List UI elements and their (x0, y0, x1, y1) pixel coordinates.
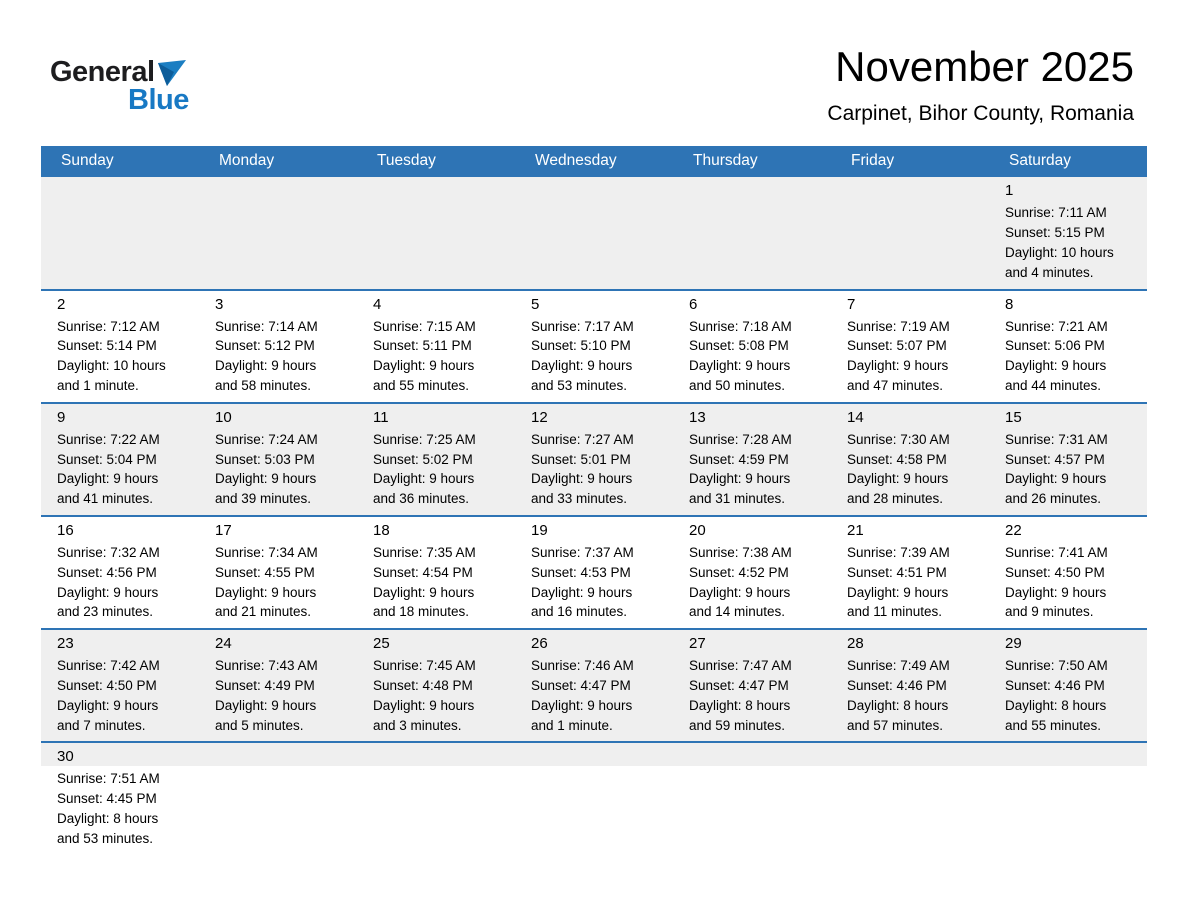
daylight-line-2: and 53 minutes. (531, 377, 628, 393)
sunrise-text: Sunrise: 7:46 AM (531, 658, 634, 674)
day-cell-3 (199, 290, 357, 403)
daylight-line-2: and 4 minutes. (1005, 264, 1094, 280)
sunset-text: Sunset: 5:02 PM (373, 451, 473, 467)
day-number: 5 (531, 295, 540, 313)
empty-day-cell (515, 742, 673, 854)
daylight-line-1: Daylight: 8 hours (57, 810, 159, 826)
weekday-thursday: Thursday (673, 146, 831, 177)
sunrise-text: Sunrise: 7:15 AM (373, 318, 476, 334)
sunset-text: Sunset: 4:46 PM (1005, 677, 1105, 693)
sunrise-text: Sunrise: 7:30 AM (847, 431, 950, 447)
daylight-line-1: Daylight: 9 hours (689, 358, 791, 374)
day-number: 14 (847, 408, 864, 426)
daylight-line-2: and 53 minutes. (57, 830, 154, 846)
sunset-text: Sunset: 5:10 PM (531, 338, 631, 354)
day-number: 29 (1005, 635, 1022, 653)
sunrise-text: Sunrise: 7:42 AM (57, 658, 160, 674)
day-cell-23 (41, 629, 199, 742)
daylight-line-2: and 18 minutes. (373, 604, 470, 620)
weekday-wednesday: Wednesday (515, 146, 673, 177)
daylight-line-1: Daylight: 9 hours (215, 471, 317, 487)
day-cell-5 (515, 290, 673, 403)
sunset-text: Sunset: 5:04 PM (57, 451, 157, 467)
empty-day-cell (199, 742, 357, 854)
day-number: 30 (57, 748, 74, 766)
day-number: 24 (215, 635, 232, 653)
sunset-text: Sunset: 4:51 PM (847, 564, 947, 580)
day-number: 1 (1005, 182, 1014, 200)
daylight-line-1: Daylight: 10 hours (1005, 244, 1114, 260)
logo-text-blue: Blue (128, 84, 189, 116)
sunset-text: Sunset: 5:08 PM (689, 338, 789, 354)
sunrise-text: Sunrise: 7:27 AM (531, 431, 634, 447)
sunrise-text: Sunrise: 7:21 AM (1005, 318, 1108, 334)
daylight-line-1: Daylight: 9 hours (531, 697, 633, 713)
weekday-header-row (41, 146, 1147, 177)
weekday-tuesday: Tuesday (357, 146, 515, 177)
day-number: 8 (1005, 295, 1014, 313)
daylight-line-2: and 58 minutes. (215, 377, 312, 393)
month-title: November 2025 (835, 43, 1134, 90)
empty-day-cell (673, 742, 831, 854)
general-blue-logo (50, 42, 189, 115)
day-cell-10 (199, 403, 357, 516)
page-header (0, 0, 1188, 126)
sunset-text: Sunset: 5:15 PM (1005, 225, 1105, 241)
day-number: 6 (689, 295, 698, 313)
day-cell-26 (515, 629, 673, 742)
sunrise-text: Sunrise: 7:50 AM (1005, 658, 1108, 674)
sunrise-text: Sunrise: 7:18 AM (689, 318, 792, 334)
day-cell-12 (515, 403, 673, 516)
day-cell-14 (831, 403, 989, 516)
sunrise-text: Sunrise: 7:41 AM (1005, 544, 1108, 560)
sunrise-text: Sunrise: 7:14 AM (215, 318, 318, 334)
sunset-text: Sunset: 4:58 PM (847, 451, 947, 467)
week-row-1 (41, 177, 1147, 289)
sunset-text: Sunset: 4:53 PM (531, 564, 631, 580)
daylight-line-2: and 9 minutes. (1005, 604, 1094, 620)
day-cell-27 (673, 629, 831, 742)
day-cell-1 (989, 177, 1147, 289)
daylight-line-1: Daylight: 9 hours (373, 471, 475, 487)
sunrise-text: Sunrise: 7:43 AM (215, 658, 318, 674)
day-cell-29 (989, 629, 1147, 742)
day-number: 4 (373, 295, 382, 313)
sunset-text: Sunset: 4:47 PM (689, 677, 789, 693)
daylight-line-2: and 36 minutes. (373, 491, 470, 507)
daylight-line-1: Daylight: 9 hours (1005, 584, 1107, 600)
daylight-line-2: and 1 minute. (57, 377, 139, 393)
sunset-text: Sunset: 5:06 PM (1005, 338, 1105, 354)
daylight-line-2: and 39 minutes. (215, 491, 312, 507)
daylight-line-2: and 28 minutes. (847, 491, 944, 507)
empty-day-cell (515, 177, 673, 289)
day-number: 21 (847, 521, 864, 539)
day-number: 25 (373, 635, 390, 653)
sunset-text: Sunset: 5:14 PM (57, 338, 157, 354)
day-cell-17 (199, 516, 357, 629)
empty-day-cell (831, 177, 989, 289)
day-cell-24 (199, 629, 357, 742)
sunrise-text: Sunrise: 7:28 AM (689, 431, 792, 447)
sunrise-text: Sunrise: 7:12 AM (57, 318, 160, 334)
daylight-line-1: Daylight: 9 hours (57, 471, 159, 487)
sunset-text: Sunset: 4:54 PM (373, 564, 473, 580)
day-number: 13 (689, 408, 706, 426)
day-cell-2 (41, 290, 199, 403)
day-cell-25 (357, 629, 515, 742)
day-number: 11 (373, 408, 389, 426)
week-row-6 (41, 742, 1147, 854)
sunrise-text: Sunrise: 7:38 AM (689, 544, 792, 560)
daylight-line-1: Daylight: 8 hours (689, 697, 791, 713)
daylight-line-2: and 5 minutes. (215, 717, 304, 733)
day-cell-15 (989, 403, 1147, 516)
daylight-line-1: Daylight: 9 hours (689, 471, 791, 487)
location-subtitle: Carpinet, Bihor County, Romania (827, 102, 1134, 126)
daylight-line-1: Daylight: 9 hours (373, 358, 475, 374)
daylight-line-1: Daylight: 9 hours (373, 697, 475, 713)
daylight-line-1: Daylight: 9 hours (531, 584, 633, 600)
empty-day-cell (673, 177, 831, 289)
sunrise-text: Sunrise: 7:45 AM (373, 658, 476, 674)
day-number: 3 (215, 295, 224, 313)
daylight-line-1: Daylight: 9 hours (57, 584, 159, 600)
daylight-line-2: and 55 minutes. (1005, 717, 1102, 733)
daylight-line-1: Daylight: 9 hours (531, 471, 633, 487)
daylight-line-2: and 50 minutes. (689, 377, 786, 393)
title-block (827, 42, 1134, 126)
sunset-text: Sunset: 5:11 PM (373, 338, 472, 354)
sunrise-text: Sunrise: 7:22 AM (57, 431, 160, 447)
sunrise-text: Sunrise: 7:24 AM (215, 431, 318, 447)
sunrise-text: Sunrise: 7:51 AM (57, 771, 160, 787)
daylight-line-1: Daylight: 9 hours (57, 697, 159, 713)
daylight-line-2: and 47 minutes. (847, 377, 944, 393)
day-cell-13 (673, 403, 831, 516)
sunrise-text: Sunrise: 7:31 AM (1005, 431, 1108, 447)
sunset-text: Sunset: 4:52 PM (689, 564, 789, 580)
sunrise-text: Sunrise: 7:37 AM (531, 544, 634, 560)
sunset-text: Sunset: 4:49 PM (215, 677, 315, 693)
week-row-5 (41, 629, 1147, 742)
day-cell-28 (831, 629, 989, 742)
day-number: 9 (57, 408, 66, 426)
day-cell-18 (357, 516, 515, 629)
daylight-line-2: and 41 minutes. (57, 491, 154, 507)
sunset-text: Sunset: 4:46 PM (847, 677, 947, 693)
sunset-text: Sunset: 4:50 PM (57, 677, 157, 693)
weekday-saturday: Saturday (989, 146, 1147, 177)
logo-text-general: General (50, 56, 155, 88)
daylight-line-2: and 14 minutes. (689, 604, 786, 620)
day-number: 26 (531, 635, 548, 653)
sunset-text: Sunset: 4:59 PM (689, 451, 789, 467)
day-number: 7 (847, 295, 856, 313)
weekday-sunday: Sunday (41, 146, 199, 177)
sunset-text: Sunset: 4:50 PM (1005, 564, 1105, 580)
daylight-line-1: Daylight: 8 hours (847, 697, 949, 713)
day-cell-8 (989, 290, 1147, 403)
sunrise-text: Sunrise: 7:11 AM (1005, 205, 1107, 221)
sunset-text: Sunset: 5:01 PM (531, 451, 631, 467)
day-cell-30 (41, 742, 199, 854)
sunrise-text: Sunrise: 7:32 AM (57, 544, 160, 560)
daylight-line-2: and 3 minutes. (373, 717, 462, 733)
day-number: 20 (689, 521, 706, 539)
empty-day-cell (41, 177, 199, 289)
day-number: 17 (215, 521, 232, 539)
day-number: 19 (531, 521, 548, 539)
daylight-line-2: and 7 minutes. (57, 717, 146, 733)
week-row-3 (41, 403, 1147, 516)
daylight-line-2: and 1 minute. (531, 717, 613, 733)
sunrise-text: Sunrise: 7:47 AM (689, 658, 792, 674)
sunset-text: Sunset: 4:56 PM (57, 564, 157, 580)
daylight-line-2: and 16 minutes. (531, 604, 628, 620)
day-cell-4 (357, 290, 515, 403)
empty-day-cell (989, 742, 1147, 854)
sunrise-text: Sunrise: 7:19 AM (847, 318, 950, 334)
daylight-line-1: Daylight: 9 hours (1005, 471, 1107, 487)
daylight-line-1: Daylight: 9 hours (215, 584, 317, 600)
calendar-table (41, 146, 1147, 854)
daylight-line-2: and 55 minutes. (373, 377, 470, 393)
week-row-4 (41, 516, 1147, 629)
day-cell-9 (41, 403, 199, 516)
empty-day-cell (831, 742, 989, 854)
day-number: 16 (57, 521, 74, 539)
day-number: 27 (689, 635, 706, 653)
week-row-2 (41, 290, 1147, 403)
day-cell-21 (831, 516, 989, 629)
day-number: 15 (1005, 408, 1022, 426)
daylight-line-2: and 31 minutes. (689, 491, 786, 507)
daylight-line-2: and 26 minutes. (1005, 491, 1102, 507)
sunrise-text: Sunrise: 7:49 AM (847, 658, 950, 674)
day-number: 18 (373, 521, 390, 539)
daylight-line-1: Daylight: 9 hours (847, 584, 949, 600)
day-cell-11 (357, 403, 515, 516)
daylight-line-2: and 57 minutes. (847, 717, 944, 733)
daylight-line-1: Daylight: 10 hours (57, 358, 166, 374)
day-number: 2 (57, 295, 66, 313)
daylight-line-2: and 59 minutes. (689, 717, 786, 733)
day-number: 10 (215, 408, 232, 426)
empty-day-cell (199, 177, 357, 289)
sunset-text: Sunset: 4:57 PM (1005, 451, 1105, 467)
daylight-line-1: Daylight: 9 hours (1005, 358, 1107, 374)
sunrise-text: Sunrise: 7:39 AM (847, 544, 950, 560)
sunrise-text: Sunrise: 7:34 AM (215, 544, 318, 560)
daylight-line-2: and 44 minutes. (1005, 377, 1102, 393)
sunrise-text: Sunrise: 7:17 AM (531, 318, 634, 334)
daylight-line-1: Daylight: 9 hours (531, 358, 633, 374)
sunset-text: Sunset: 5:03 PM (215, 451, 315, 467)
sunset-text: Sunset: 5:07 PM (847, 338, 947, 354)
sunrise-text: Sunrise: 7:25 AM (373, 431, 476, 447)
empty-day-cell (357, 177, 515, 289)
daylight-line-1: Daylight: 9 hours (689, 584, 791, 600)
sunset-text: Sunset: 5:12 PM (215, 338, 315, 354)
sunset-text: Sunset: 4:48 PM (373, 677, 473, 693)
daylight-line-1: Daylight: 9 hours (847, 358, 949, 374)
day-cell-22 (989, 516, 1147, 629)
daylight-line-2: and 11 minutes. (847, 604, 943, 620)
daylight-line-1: Daylight: 9 hours (215, 358, 317, 374)
empty-day-cell (357, 742, 515, 854)
day-cell-20 (673, 516, 831, 629)
day-cell-7 (831, 290, 989, 403)
weekday-friday: Friday (831, 146, 989, 177)
daylight-line-1: Daylight: 9 hours (373, 584, 475, 600)
day-cell-19 (515, 516, 673, 629)
sunset-text: Sunset: 4:45 PM (57, 791, 157, 807)
day-cell-6 (673, 290, 831, 403)
sunrise-text: Sunrise: 7:35 AM (373, 544, 476, 560)
daylight-line-2: and 21 minutes. (215, 604, 312, 620)
day-cell-16 (41, 516, 199, 629)
daylight-line-2: and 33 minutes. (531, 491, 628, 507)
weekday-monday: Monday (199, 146, 357, 177)
day-number: 28 (847, 635, 864, 653)
sunset-text: Sunset: 4:55 PM (215, 564, 315, 580)
day-number: 23 (57, 635, 74, 653)
daylight-line-2: and 23 minutes. (57, 604, 154, 620)
daylight-line-1: Daylight: 9 hours (215, 697, 317, 713)
daylight-line-1: Daylight: 9 hours (847, 471, 949, 487)
day-number: 12 (531, 408, 548, 426)
sunset-text: Sunset: 4:47 PM (531, 677, 631, 693)
daylight-line-1: Daylight: 8 hours (1005, 697, 1107, 713)
day-number: 22 (1005, 521, 1022, 539)
